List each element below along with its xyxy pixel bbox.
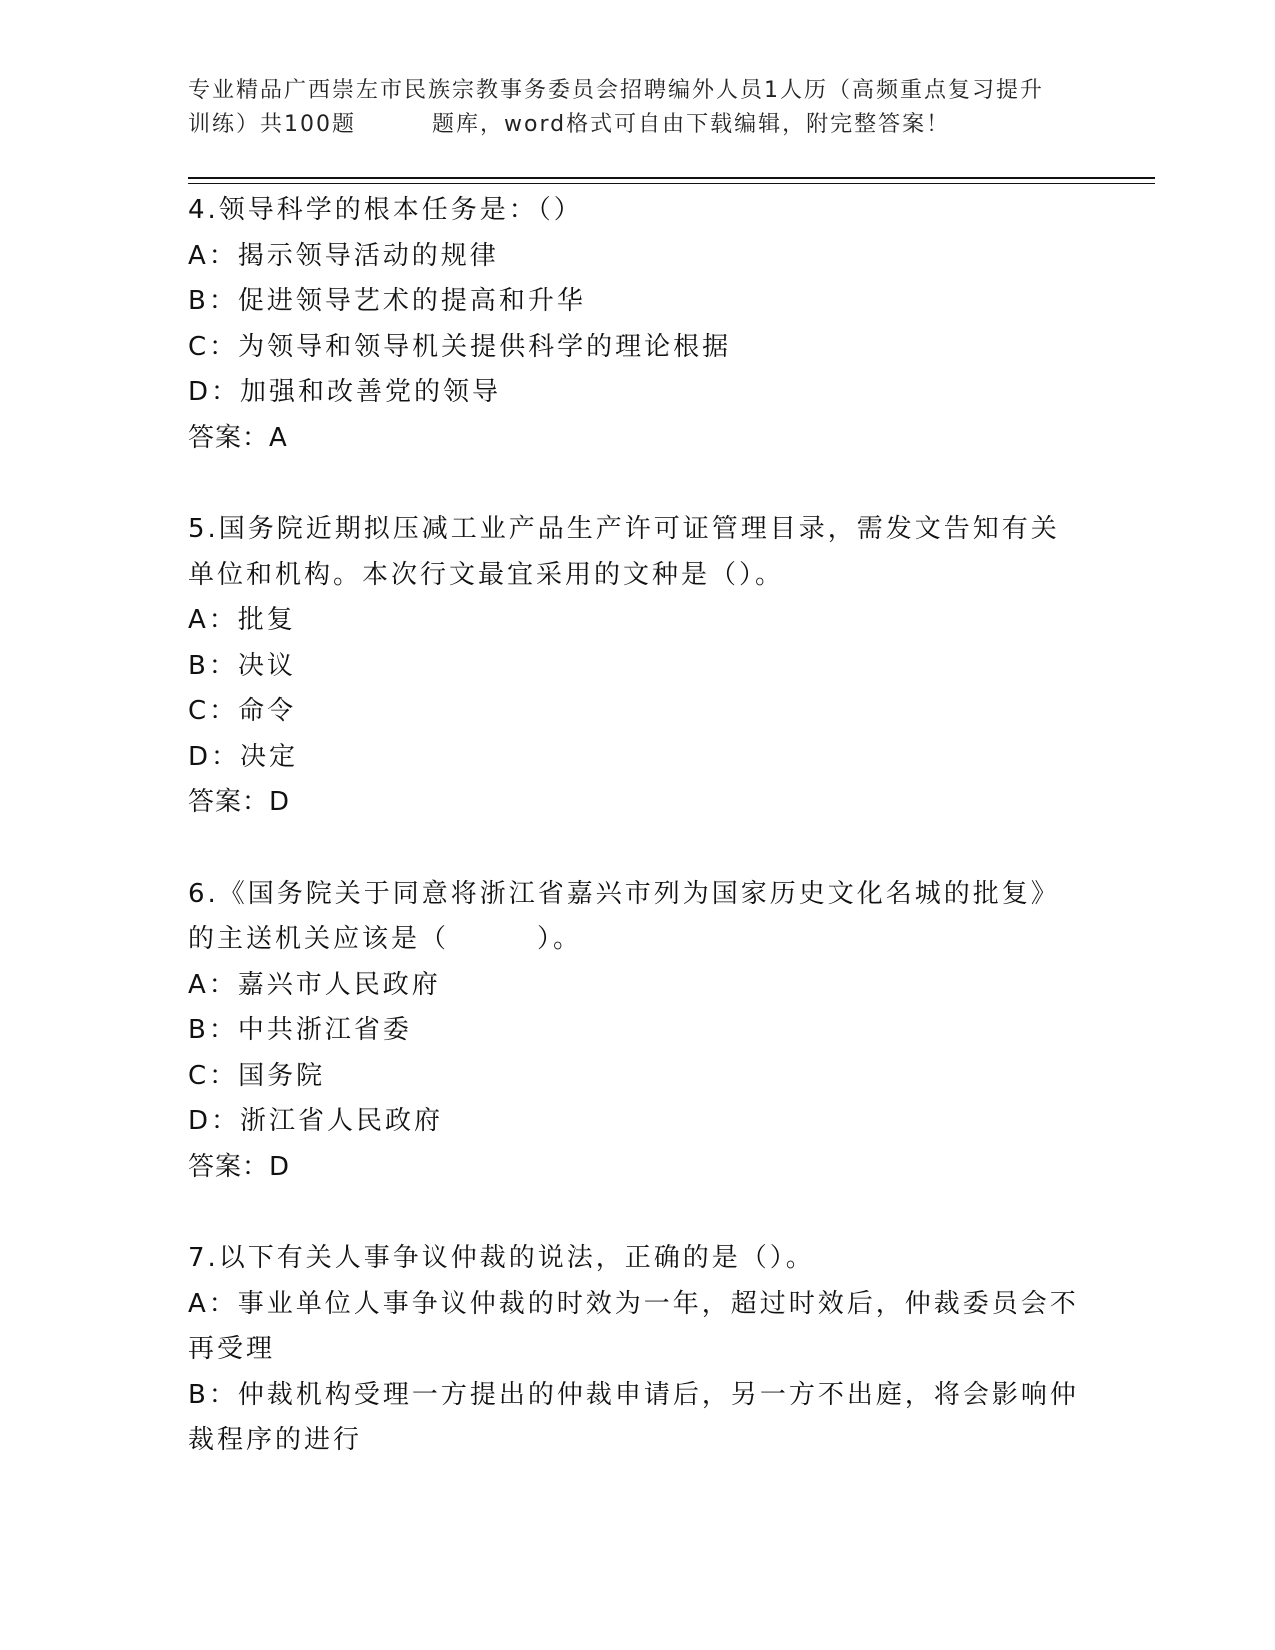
stem-part-after-blank: ）。 (537, 924, 583, 954)
header-title-line-2 (188, 108, 1118, 142)
question-stem: 4.领导科学的根本任务是：（） (188, 195, 583, 225)
answer-line: 答案：D (188, 787, 291, 817)
option-c: C：为领导和领导机关提供科学的理论根据 (188, 331, 732, 362)
header-title-part-a: 训练）共100题 (188, 112, 356, 137)
header-title-part-b: 题库，word格式可自由下载编辑，附完整答案！ (432, 112, 951, 137)
header-divider-thin (188, 183, 1155, 184)
option-b: B：决议 (188, 650, 296, 681)
option-d: D：浙江省人民政府 (188, 1106, 444, 1136)
option-a: A：事业单位人事争议仲裁的时效为一年，超过时效后，仲裁委员会不 (188, 1288, 1079, 1319)
question-stem-continued: 单位和机构。本次行文最宜采用的文种是（）。 (188, 559, 785, 590)
question-4 (188, 188, 1078, 461)
header-title-line-1: 专业精品广西崇左市民族宗教事务委员会招聘编外人员1人历（高频重点复习提升 (188, 78, 1044, 103)
question-5 (188, 507, 1078, 826)
option-b: B：促进领导艺术的提高和升华 (188, 286, 586, 316)
option-b-continued: 裁程序的进行 (188, 1425, 363, 1455)
question-stem: 7.以下有关人事争议仲裁的说法，正确的是（）。 (188, 1243, 815, 1273)
answer-line: 答案：A (188, 422, 288, 453)
stem-part-before-blank: 的主送机关应该是（ (188, 924, 450, 954)
answer-line: 答案：D (188, 1151, 291, 1182)
option-a: A：嘉兴市人民政府 (188, 969, 441, 1000)
question-stem: 6.《国务院关于同意将浙江省嘉兴市列为国家历史文化名城的批复》 (188, 878, 1060, 909)
option-c: C：命令 (188, 696, 297, 726)
question-stem: 5.国务院近期拟压减工业产品生产许可证管理目录，需发文告知有关 (188, 514, 1060, 544)
option-a: A：揭示领导活动的规律 (188, 240, 499, 271)
question-6 (188, 872, 1078, 1191)
question-stem-continued (188, 917, 1078, 963)
header-divider-thick (188, 177, 1155, 179)
option-b: B：中共浙江省委 (188, 1015, 412, 1045)
question-list (188, 188, 1078, 1510)
option-b: B：仲裁机构受理一方提出的仲裁申请后，另一方不出庭，将会影响仲 (188, 1379, 1079, 1410)
option-a-continued: 再受理 (188, 1334, 276, 1364)
document-header (188, 74, 1118, 142)
option-d: D：加强和改善党的领导 (188, 377, 502, 407)
option-c: C：国务院 (188, 1060, 326, 1091)
option-a: A：批复 (188, 605, 296, 635)
question-7 (188, 1236, 1078, 1464)
option-d: D：决定 (188, 741, 299, 772)
